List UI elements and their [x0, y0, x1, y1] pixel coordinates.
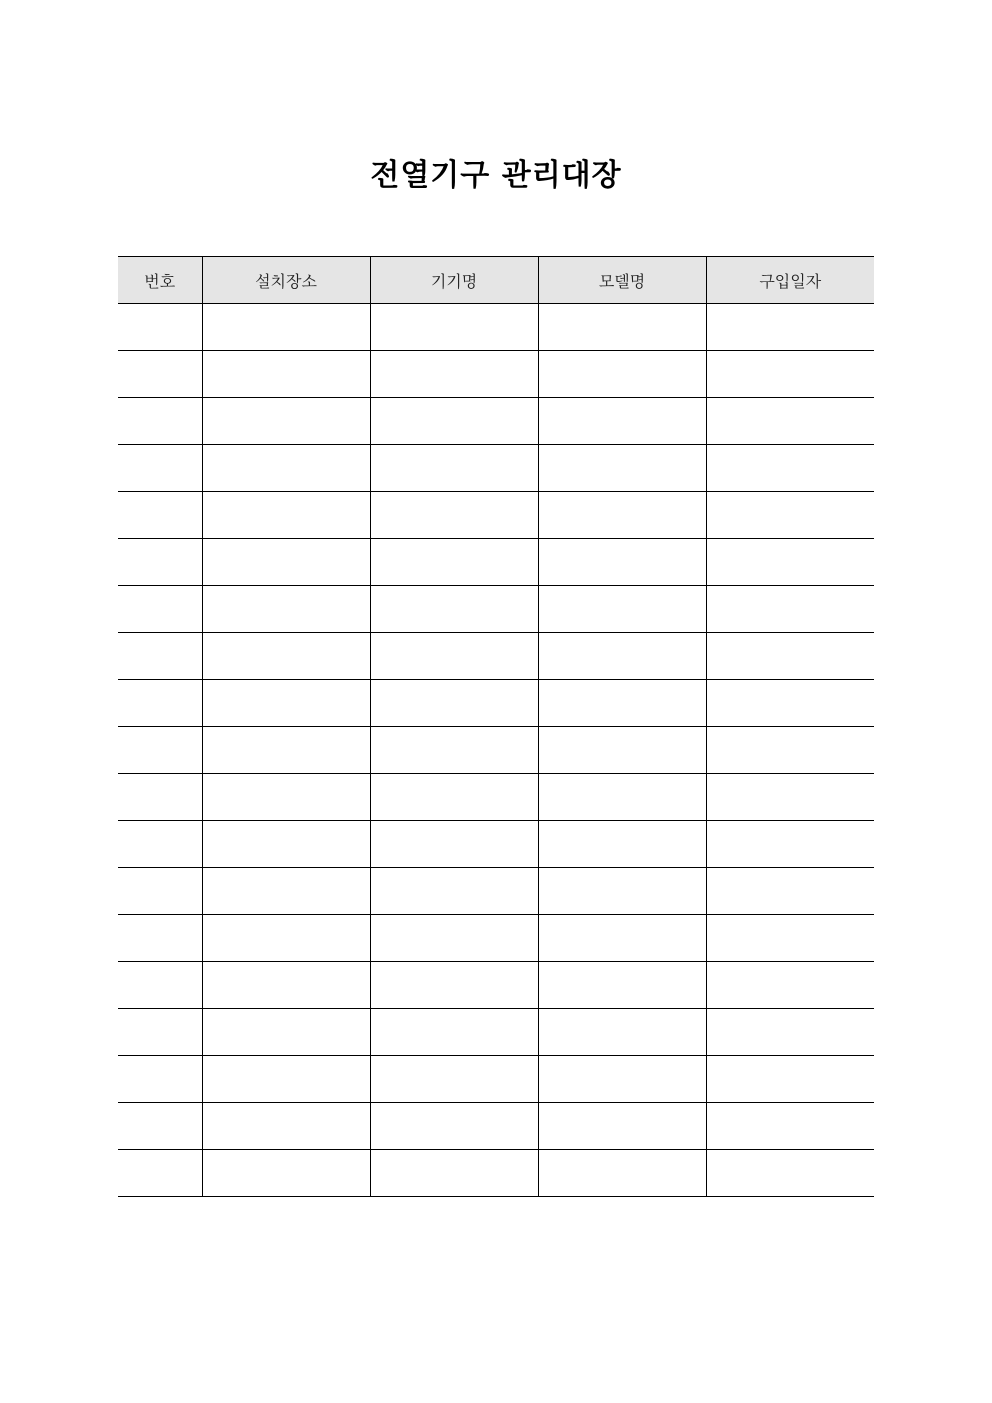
table-row [118, 821, 874, 868]
cell-model-name[interactable] [538, 445, 706, 492]
cell-number[interactable] [118, 915, 202, 962]
cell-device-name[interactable] [370, 821, 538, 868]
header-model-name: 모델명 [538, 257, 706, 304]
cell-install-location[interactable] [202, 304, 370, 351]
cell-device-name[interactable] [370, 774, 538, 821]
cell-purchase-date[interactable] [706, 680, 874, 727]
cell-number[interactable] [118, 445, 202, 492]
cell-device-name[interactable] [370, 962, 538, 1009]
table-header-row [118, 257, 874, 304]
cell-install-location[interactable] [202, 633, 370, 680]
cell-device-name[interactable] [370, 1150, 538, 1197]
cell-model-name[interactable] [538, 539, 706, 586]
cell-purchase-date[interactable] [706, 586, 874, 633]
table-row [118, 962, 874, 1009]
cell-number[interactable] [118, 868, 202, 915]
table-body [118, 304, 874, 1197]
cell-number[interactable] [118, 586, 202, 633]
cell-device-name[interactable] [370, 633, 538, 680]
cell-model-name[interactable] [538, 821, 706, 868]
cell-purchase-date[interactable] [706, 1056, 874, 1103]
table-row [118, 680, 874, 727]
cell-device-name[interactable] [370, 304, 538, 351]
cell-purchase-date[interactable] [706, 727, 874, 774]
cell-purchase-date[interactable] [706, 962, 874, 1009]
cell-purchase-date[interactable] [706, 1009, 874, 1056]
cell-purchase-date[interactable] [706, 915, 874, 962]
cell-purchase-date[interactable] [706, 445, 874, 492]
cell-install-location[interactable] [202, 398, 370, 445]
cell-device-name[interactable] [370, 351, 538, 398]
table-row [118, 915, 874, 962]
table-row [118, 304, 874, 351]
cell-install-location[interactable] [202, 351, 370, 398]
cell-model-name[interactable] [538, 1103, 706, 1150]
cell-install-location[interactable] [202, 1150, 370, 1197]
ledger-table [118, 256, 874, 1197]
cell-device-name[interactable] [370, 1056, 538, 1103]
cell-device-name[interactable] [370, 398, 538, 445]
table-row [118, 727, 874, 774]
cell-model-name[interactable] [538, 1150, 706, 1197]
cell-purchase-date[interactable] [706, 1150, 874, 1197]
cell-device-name[interactable] [370, 1103, 538, 1150]
cell-device-name[interactable] [370, 680, 538, 727]
cell-model-name[interactable] [538, 774, 706, 821]
cell-model-name[interactable] [538, 492, 706, 539]
cell-install-location[interactable] [202, 1056, 370, 1103]
cell-number[interactable] [118, 1056, 202, 1103]
cell-model-name[interactable] [538, 351, 706, 398]
cell-model-name[interactable] [538, 868, 706, 915]
cell-install-location[interactable] [202, 774, 370, 821]
cell-install-location[interactable] [202, 1009, 370, 1056]
cell-number[interactable] [118, 633, 202, 680]
cell-number[interactable] [118, 727, 202, 774]
cell-purchase-date[interactable] [706, 821, 874, 868]
table-row [118, 398, 874, 445]
cell-install-location[interactable] [202, 586, 370, 633]
table-row [118, 633, 874, 680]
cell-device-name[interactable] [370, 586, 538, 633]
cell-install-location[interactable] [202, 727, 370, 774]
cell-number[interactable] [118, 680, 202, 727]
cell-device-name[interactable] [370, 445, 538, 492]
cell-purchase-date[interactable] [706, 351, 874, 398]
cell-device-name[interactable] [370, 539, 538, 586]
cell-install-location[interactable] [202, 962, 370, 1009]
cell-purchase-date[interactable] [706, 868, 874, 915]
cell-number[interactable] [118, 492, 202, 539]
cell-device-name[interactable] [370, 727, 538, 774]
cell-device-name[interactable] [370, 492, 538, 539]
cell-install-location[interactable] [202, 680, 370, 727]
cell-number[interactable] [118, 398, 202, 445]
cell-purchase-date[interactable] [706, 492, 874, 539]
cell-model-name[interactable] [538, 1056, 706, 1103]
header-purchase-date: 구입일자 [706, 257, 874, 304]
cell-model-name[interactable] [538, 633, 706, 680]
cell-install-location[interactable] [202, 492, 370, 539]
cell-model-name[interactable] [538, 398, 706, 445]
cell-install-location[interactable] [202, 445, 370, 492]
cell-purchase-date[interactable] [706, 304, 874, 351]
table-row [118, 1150, 874, 1197]
cell-device-name[interactable] [370, 1009, 538, 1056]
table-row [118, 445, 874, 492]
cell-purchase-date[interactable] [706, 633, 874, 680]
cell-number[interactable] [118, 351, 202, 398]
cell-install-location[interactable] [202, 821, 370, 868]
cell-device-name[interactable] [370, 915, 538, 962]
cell-purchase-date[interactable] [706, 398, 874, 445]
page-title: 전열기구 관리대장 [370, 158, 622, 194]
table-row [118, 351, 874, 398]
cell-number[interactable] [118, 539, 202, 586]
cell-install-location[interactable] [202, 915, 370, 962]
table-row [118, 868, 874, 915]
cell-install-location[interactable] [202, 868, 370, 915]
header-install-location: 설치장소 [202, 257, 370, 304]
cell-model-name[interactable] [538, 962, 706, 1009]
cell-number[interactable] [118, 821, 202, 868]
cell-model-name[interactable] [538, 915, 706, 962]
cell-number[interactable] [118, 304, 202, 351]
cell-device-name[interactable] [370, 868, 538, 915]
table-row [118, 586, 874, 633]
table-row [118, 1009, 874, 1056]
cell-number[interactable] [118, 1009, 202, 1056]
cell-install-location[interactable] [202, 1103, 370, 1150]
cell-purchase-date[interactable] [706, 539, 874, 586]
table-row [118, 539, 874, 586]
cell-model-name[interactable] [538, 727, 706, 774]
table-row [118, 774, 874, 821]
cell-install-location[interactable] [202, 539, 370, 586]
header-number: 번호 [118, 257, 202, 304]
cell-model-name[interactable] [538, 1009, 706, 1056]
cell-purchase-date[interactable] [706, 1103, 874, 1150]
table-row [118, 1056, 874, 1103]
cell-model-name[interactable] [538, 586, 706, 633]
cell-number[interactable] [118, 1150, 202, 1197]
table-row [118, 1103, 874, 1150]
table-row [118, 492, 874, 539]
cell-number[interactable] [118, 1103, 202, 1150]
cell-number[interactable] [118, 962, 202, 1009]
cell-model-name[interactable] [538, 304, 706, 351]
cell-model-name[interactable] [538, 680, 706, 727]
cell-number[interactable] [118, 774, 202, 821]
cell-purchase-date[interactable] [706, 774, 874, 821]
header-device-name: 기기명 [370, 257, 538, 304]
